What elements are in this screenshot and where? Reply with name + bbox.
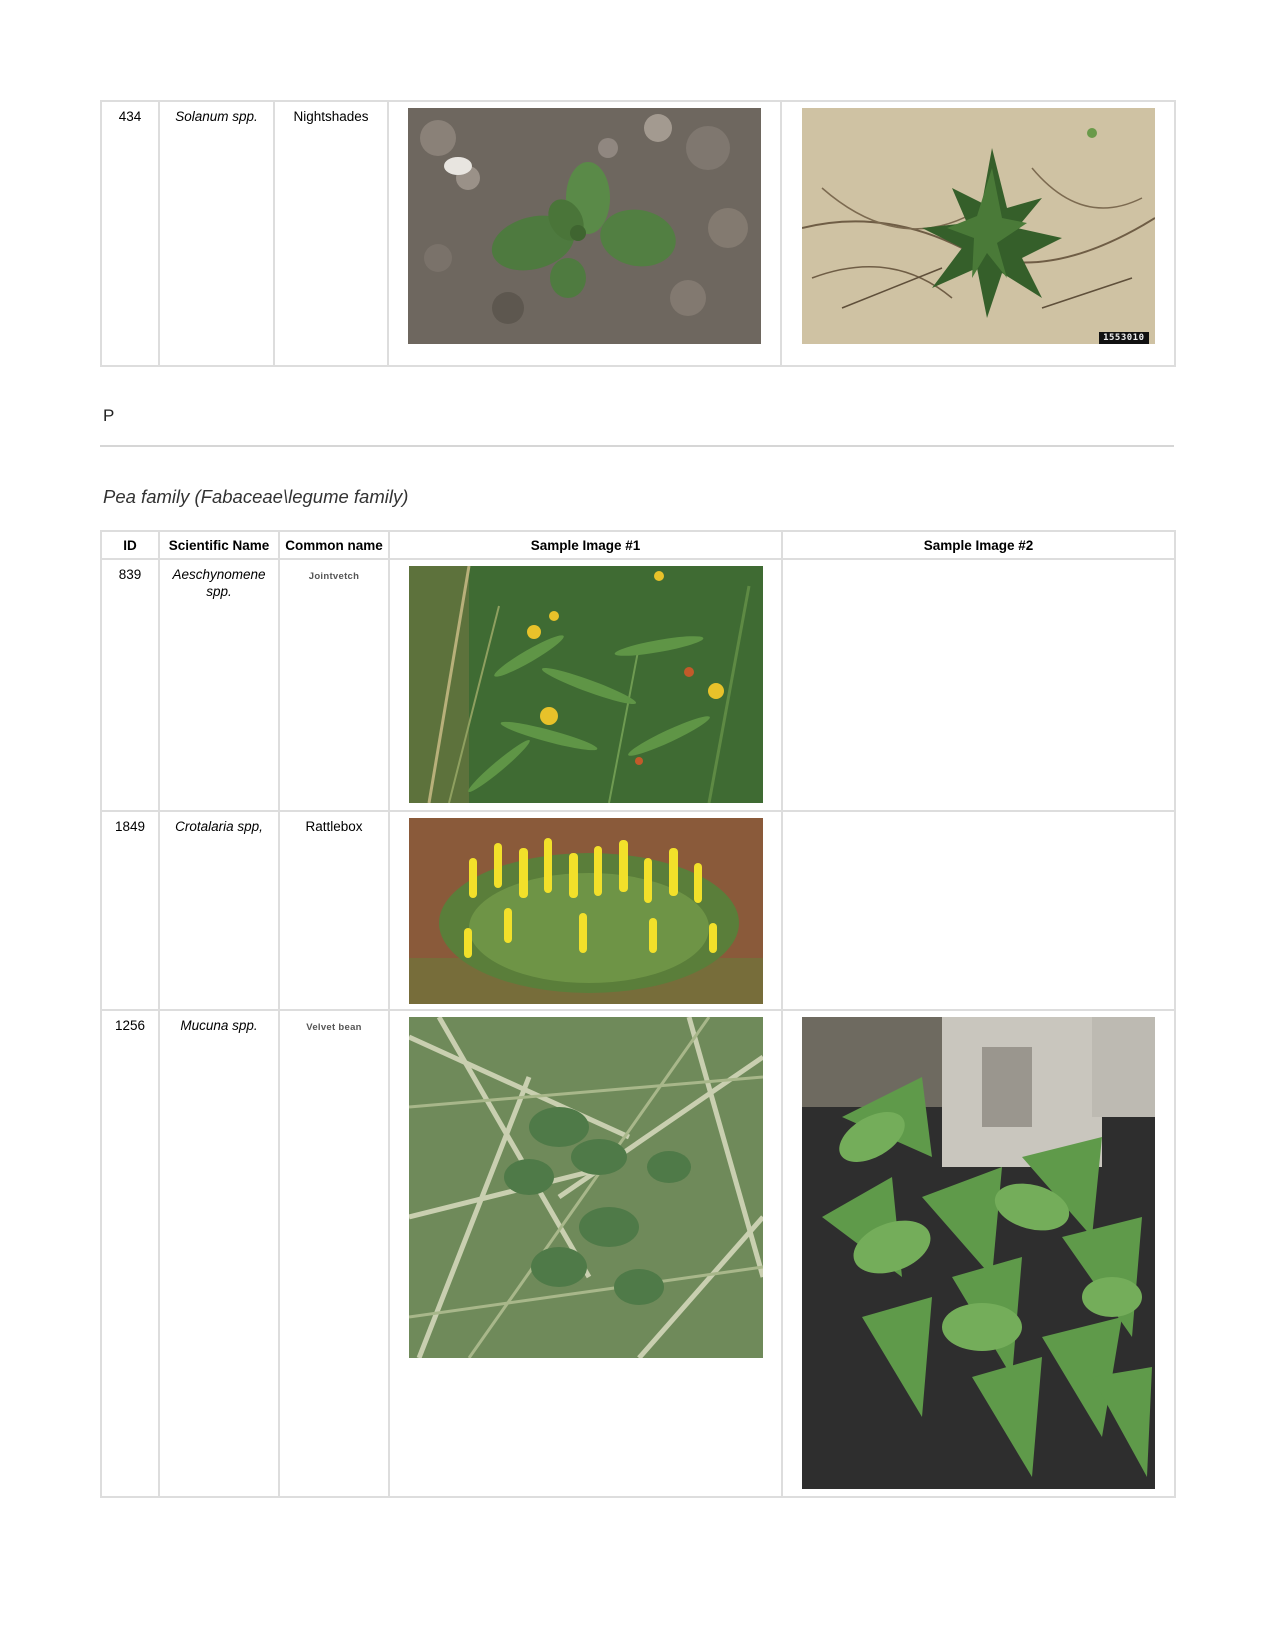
sample-image-1-cell (388, 101, 781, 366)
scientific-name-cell: Mucuna spp. (159, 1010, 279, 1497)
header-sample-image-2: Sample Image #2 (782, 531, 1175, 559)
sample-image-1-cell (389, 811, 782, 1010)
velvet-bean-in-grass-photo (409, 1017, 763, 1358)
header-common-name: Common name (279, 531, 389, 559)
sample-image-2-cell (781, 101, 1175, 366)
rattlebox-photo (409, 818, 763, 1004)
scientific-name-cell: Solanum spp. (159, 101, 274, 366)
velvet-bean-potted-photo (802, 1017, 1155, 1489)
id-cell: 839 (101, 559, 159, 811)
id-cell: 1849 (101, 811, 159, 1010)
sample-image-1-cell (389, 1010, 782, 1497)
common-name-text: Jointvetch (308, 571, 360, 582)
sample-image-2-cell (782, 559, 1175, 811)
sample-image-2-cell (782, 1010, 1175, 1497)
header-row (101, 531, 1175, 559)
common-name-cell (279, 1010, 389, 1497)
common-name-cell: Rattlebox (279, 811, 389, 1010)
table-row (101, 559, 1175, 811)
header-scientific-name: Scientific Name (159, 531, 279, 559)
nightshade-young-plant-photo (802, 108, 1155, 344)
common-name-cell: Nightshades (274, 101, 388, 366)
sample-image-1-cell (389, 559, 782, 811)
jointvetch-photo (409, 566, 763, 803)
id-cell: 1256 (101, 1010, 159, 1497)
scientific-name-cell: Crotalaria spp, (159, 811, 279, 1010)
nightshade-table (100, 100, 1176, 367)
section-letter-heading: P (103, 406, 115, 425)
table-row (101, 1010, 1175, 1497)
scientific-name-cell: Aeschynomene spp. (159, 559, 279, 811)
section-divider (100, 445, 1174, 447)
sample-image-2-cell (782, 811, 1175, 1010)
table-row (101, 811, 1175, 1010)
nightshade-seedling-photo (408, 108, 761, 344)
common-name-text: Velvet bean (306, 1022, 362, 1033)
header-sample-image-1: Sample Image #1 (389, 531, 782, 559)
table-row (101, 101, 1175, 366)
family-heading: Pea family (Fabaceae\legume family) (103, 486, 409, 507)
header-id: ID (101, 531, 159, 559)
image-id-tag: 1553010 (1099, 332, 1148, 344)
id-cell: 434 (101, 101, 159, 366)
common-name-cell (279, 559, 389, 811)
pea-family-table (100, 530, 1176, 1498)
